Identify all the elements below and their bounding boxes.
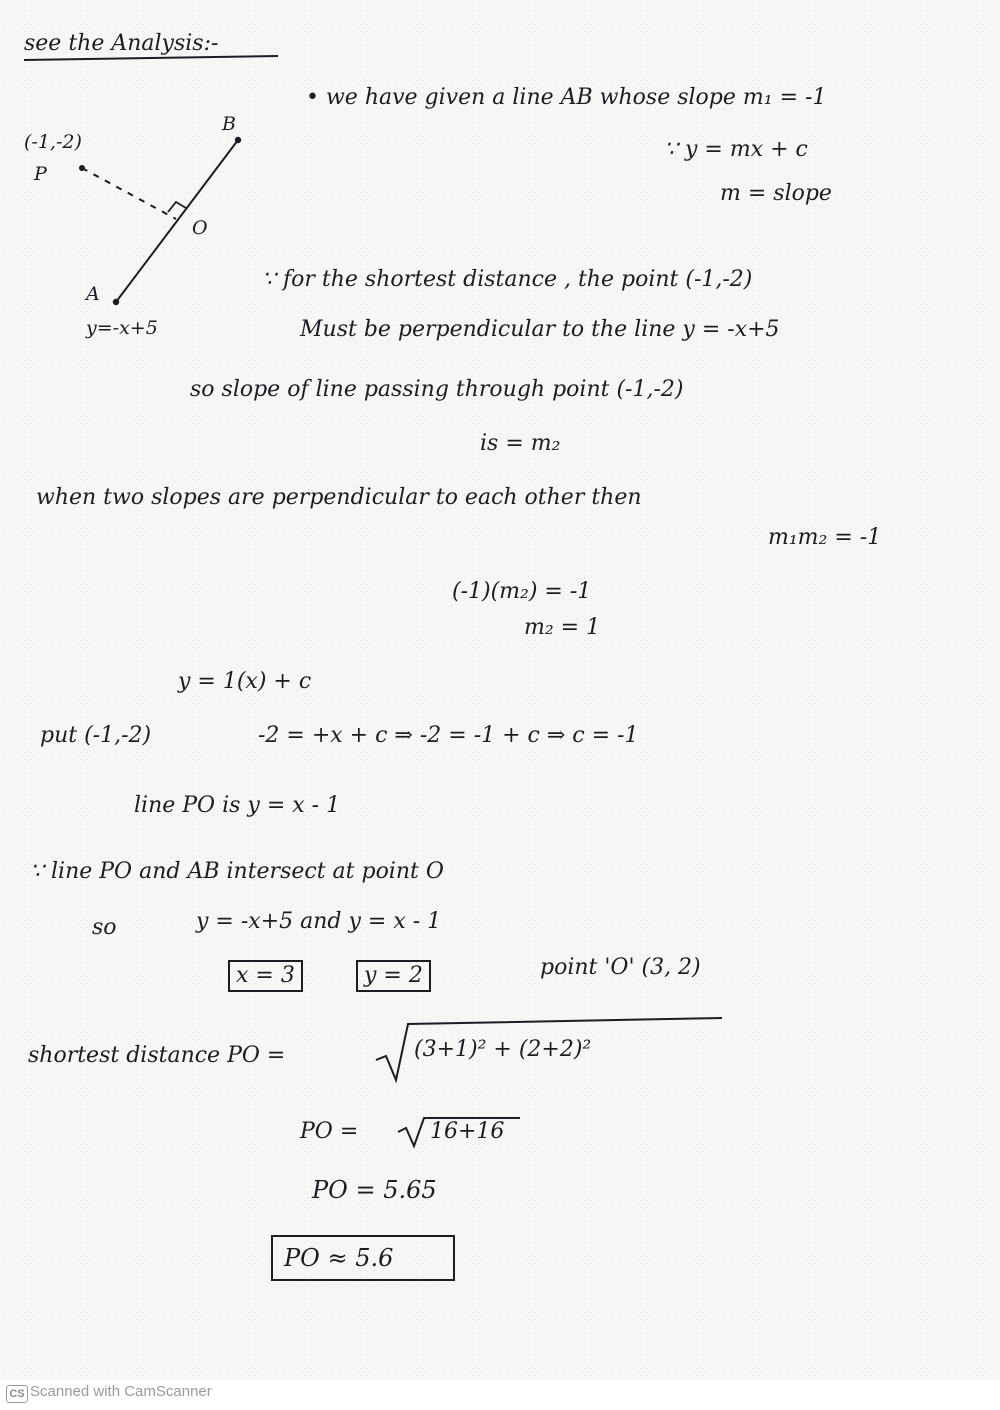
so-label: so xyxy=(92,915,117,940)
point-a-dot xyxy=(113,299,119,305)
line-ab-label: y=-x+5 xyxy=(86,317,158,339)
header-title: see the Analysis:- xyxy=(24,31,219,56)
system-of-equations: y = -x+5 and y = x - 1 xyxy=(196,909,442,934)
final-answer: PO ≈ 5.6 xyxy=(284,1244,394,1272)
slope-passing-line: so slope of line passing through point (-1,-2) xyxy=(190,377,684,402)
given-line: • we have given a line AB whose slope m₁ = -1 xyxy=(306,85,827,110)
distance-formula-radicand: (3+1)² + (2+2)² xyxy=(414,1037,592,1062)
right-angle-marker xyxy=(168,202,186,212)
put-point-label: put (-1,-2) xyxy=(40,723,152,748)
line-ab xyxy=(116,140,238,302)
po-radicand: 16+16 xyxy=(430,1119,505,1144)
m2-value: m₂ = 1 xyxy=(524,615,601,640)
intersection-note: ∵ line PO and AB intersect at point O xyxy=(30,859,444,884)
slope-definition: m = slope xyxy=(720,181,832,206)
point-p-coords: (-1,-2) xyxy=(24,131,82,153)
po-label: PO = xyxy=(300,1119,359,1144)
x-value-box: x = 3 xyxy=(228,960,303,992)
camscanner-watermark: Scanned with CamScanner xyxy=(30,1383,212,1400)
distance-formula-label: shortest distance PO = xyxy=(28,1043,286,1068)
point-b-label: B xyxy=(222,113,236,135)
camscanner-logo-icon: CS xyxy=(6,1385,28,1403)
slope-m2: is = m₂ xyxy=(480,431,561,456)
dashed-line-po xyxy=(82,168,176,219)
point-a-label: A xyxy=(86,283,100,305)
y-value-box: y = 2 xyxy=(356,960,431,992)
po-decimal: PO = 5.65 xyxy=(312,1176,437,1204)
shortest-distance-note: ∵ for the shortest distance , the point (-1,-2) xyxy=(262,267,753,292)
product-of-slopes: m₁m₂ = -1 xyxy=(768,525,882,550)
perpendicular-note: Must be perpendicular to the line y = -x+5 xyxy=(300,317,780,342)
line-po-equation: line PO is y = x - 1 xyxy=(134,793,341,818)
point-o-result: point 'O' (3, 2) xyxy=(540,955,701,980)
line-equation: y = 1(x) + c xyxy=(178,669,312,694)
point-p-dot xyxy=(79,165,85,171)
slope-intercept-form: ∵ y = mx + c xyxy=(664,137,808,162)
substitution-m1: (-1)(m₂) = -1 xyxy=(452,579,592,604)
point-o-label: O xyxy=(192,217,208,239)
solve-c: -2 = +x + c ⇒ -2 = -1 + c ⇒ c = -1 xyxy=(258,723,639,748)
perpendicular-condition: when two slopes are perpendicular to each other then xyxy=(36,485,642,510)
point-p-label: P xyxy=(34,163,47,185)
